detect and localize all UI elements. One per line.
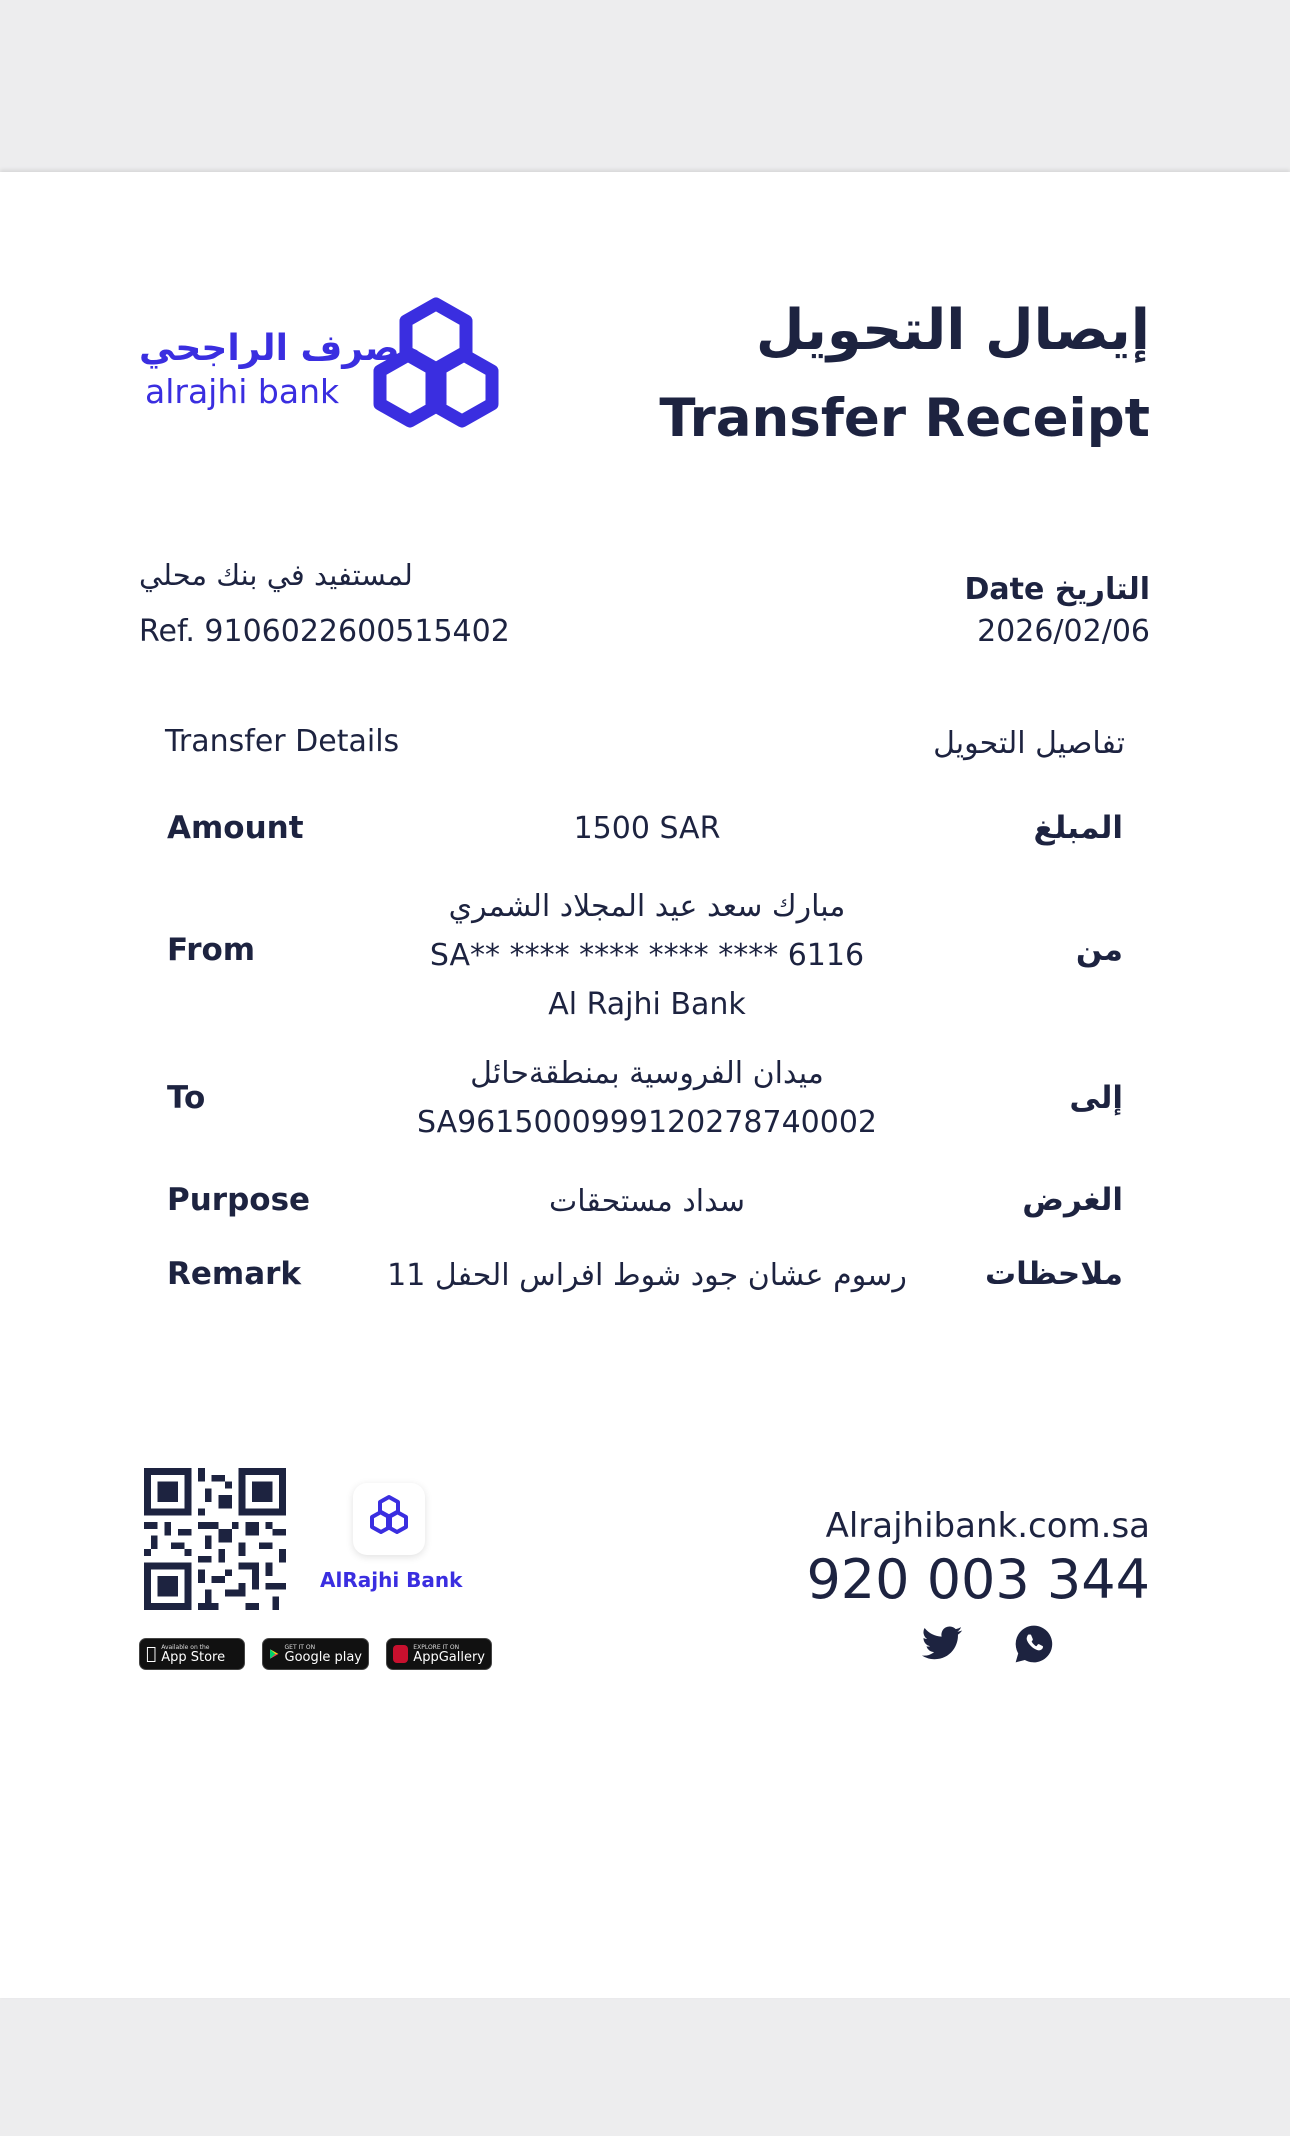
purpose-line: سداد مستحقات [549, 1184, 745, 1219]
remark-label-arabic: ملاحظات [984, 1256, 1123, 1292]
from-value [340, 882, 954, 1029]
badge-label: App Store [151, 1649, 215, 1665]
app-store-badge[interactable] [139, 1638, 245, 1670]
beneficiary-name: ميدان الفروسية بمنطقةحائل [470, 1056, 824, 1091]
whatsapp-icon[interactable] [1012, 1622, 1056, 1666]
beneficiary-iban: SA9615000999120278740002 [416, 1105, 878, 1140]
purpose-label: Purpose [167, 1182, 311, 1218]
remark-line: رسوم عشان جود شوط افراس الحفل 11 [387, 1258, 907, 1293]
to-label-arabic: إلى [1069, 1080, 1123, 1116]
date-label: Date التاريخ [964, 572, 1150, 607]
apple-icon [146, 1646, 156, 1663]
badge-caption: GET IT ON [284, 1643, 316, 1651]
reference-number: Ref. 9106022600515402 [139, 614, 510, 649]
badge-caption: Available on the [151, 1643, 200, 1651]
amount-line: 1500 SAR [573, 811, 721, 846]
transfer-details-heading: Transfer Details [165, 724, 400, 759]
sender-account: SA** **** **** **** **** 6116 [429, 938, 865, 973]
page-title: Transfer Receipt [659, 388, 1150, 449]
website-link[interactable]: Alrajhibank.com.sa [825, 1506, 1150, 1546]
sender-bank: Al Rajhi Bank [548, 987, 746, 1022]
remark-label: Remark [167, 1256, 302, 1292]
purpose-label-arabic: الغرض [1022, 1182, 1123, 1218]
alrajhi-logo-icon [368, 296, 504, 432]
badge-label: Google play [284, 1649, 362, 1665]
badge-caption: EXPLORE IT ON [413, 1643, 460, 1651]
amount-label: Amount [167, 810, 304, 846]
to-label: To [167, 1080, 206, 1116]
logo-name-english: alrajhi bank [145, 372, 340, 411]
amount-value [340, 804, 954, 853]
amount-label-arabic: المبلغ [1033, 810, 1123, 846]
logo-name-arabic: مصرف الراجحي [139, 328, 423, 369]
google-play-badge[interactable] [262, 1638, 369, 1670]
from-label: From [167, 932, 256, 968]
twitter-icon[interactable] [920, 1622, 964, 1666]
app-icon[interactable] [353, 1483, 425, 1555]
purpose-value [340, 1177, 954, 1226]
huawei-icon [393, 1645, 408, 1663]
alrajhi-app-logo-icon [353, 1483, 425, 1555]
beneficiary-type: لمستفيد في بنك محلي [139, 558, 413, 592]
badge-label: AppGallery [413, 1649, 485, 1665]
google-play-icon [269, 1645, 280, 1663]
to-value [340, 1049, 954, 1147]
app-gallery-badge[interactable] [386, 1638, 492, 1670]
phone-number[interactable]: 920 003 344 [806, 1548, 1150, 1611]
qr-code-icon [144, 1468, 286, 1610]
transfer-details-heading-arabic: تفاصيل التحويل [933, 726, 1125, 761]
sender-name: مبارك سعد عيد المجلاد الشمري [448, 889, 846, 924]
remark-value [340, 1251, 954, 1300]
page-title-arabic: إيصال التحويل [755, 298, 1150, 363]
from-label-arabic: من [1075, 932, 1123, 968]
date-value: 2026/02/06 [977, 614, 1150, 649]
app-name: AlRajhi Bank [320, 1568, 463, 1592]
